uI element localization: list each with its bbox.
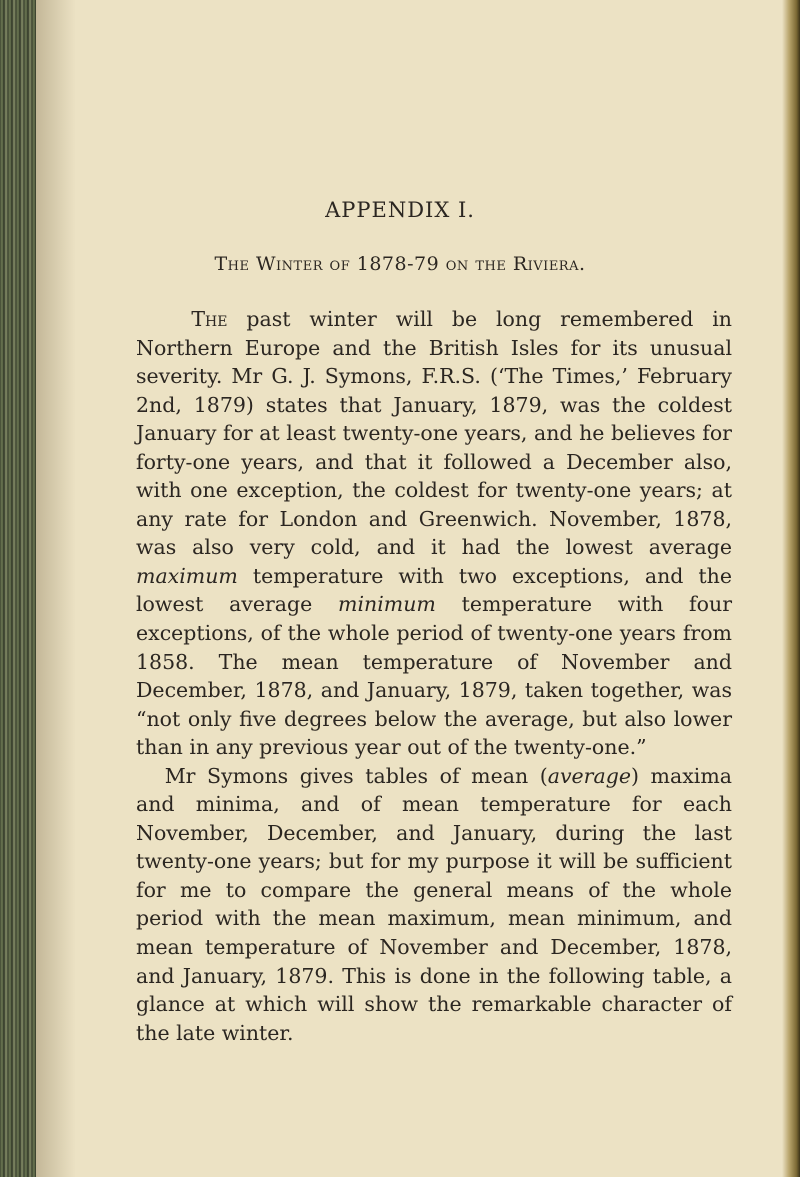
emphasis-average: average xyxy=(547,763,631,788)
text-run: Mr Symons gives tables of mean ( xyxy=(164,763,548,788)
text-run: temperature with two exceptions, and the lowest average xyxy=(136,563,732,617)
body-text xyxy=(136,305,732,1047)
text-run: temperature with four exceptions, of the whole period of twenty-one years from 1858. The mean temperature of November and December, 1878, and January, 1879, taken together, was “not only five degrees below the average, but also lower than in any previous year out of the twenty-one.” xyxy=(136,592,732,760)
paragraph xyxy=(136,305,732,762)
section-title: The Winter of 1878-79 on the Riviera. xyxy=(214,253,586,275)
emphasis-maximum: maximum xyxy=(136,563,238,588)
text-run: past winter will be long remembered in Northern Europe and the British Isles for its unusual severity. Mr G. J. Symons, F.R.S. (‘The Times,’ February 2nd, 1879) states that January, 1879, was the coldest January for at least twenty-one years, and he believes for forty-one years, and that it followed a December also, with one exception, the coldest for twenty-one years; at any rate for London and Greenwich. November, 1878, was also very cold, and it had the lowest average xyxy=(136,307,732,560)
emphasis-minimum: minimum xyxy=(338,592,436,617)
paragraph xyxy=(136,762,732,1047)
text-run: ) maxima and minima, and of mean temperature for each November, December, and January, during the last twenty-one years; but for my purpose it will be sufficient for me to compare the general means of the whole period with the mean maximum, mean minimum, and mean temperature of November and December, 1878, and January, 1879. This is done in the following table, a glance at which will show the remarkable character of the late winter. xyxy=(136,763,732,1045)
opening-word: The xyxy=(191,307,228,331)
appendix-heading: APPENDIX I. xyxy=(325,198,475,222)
